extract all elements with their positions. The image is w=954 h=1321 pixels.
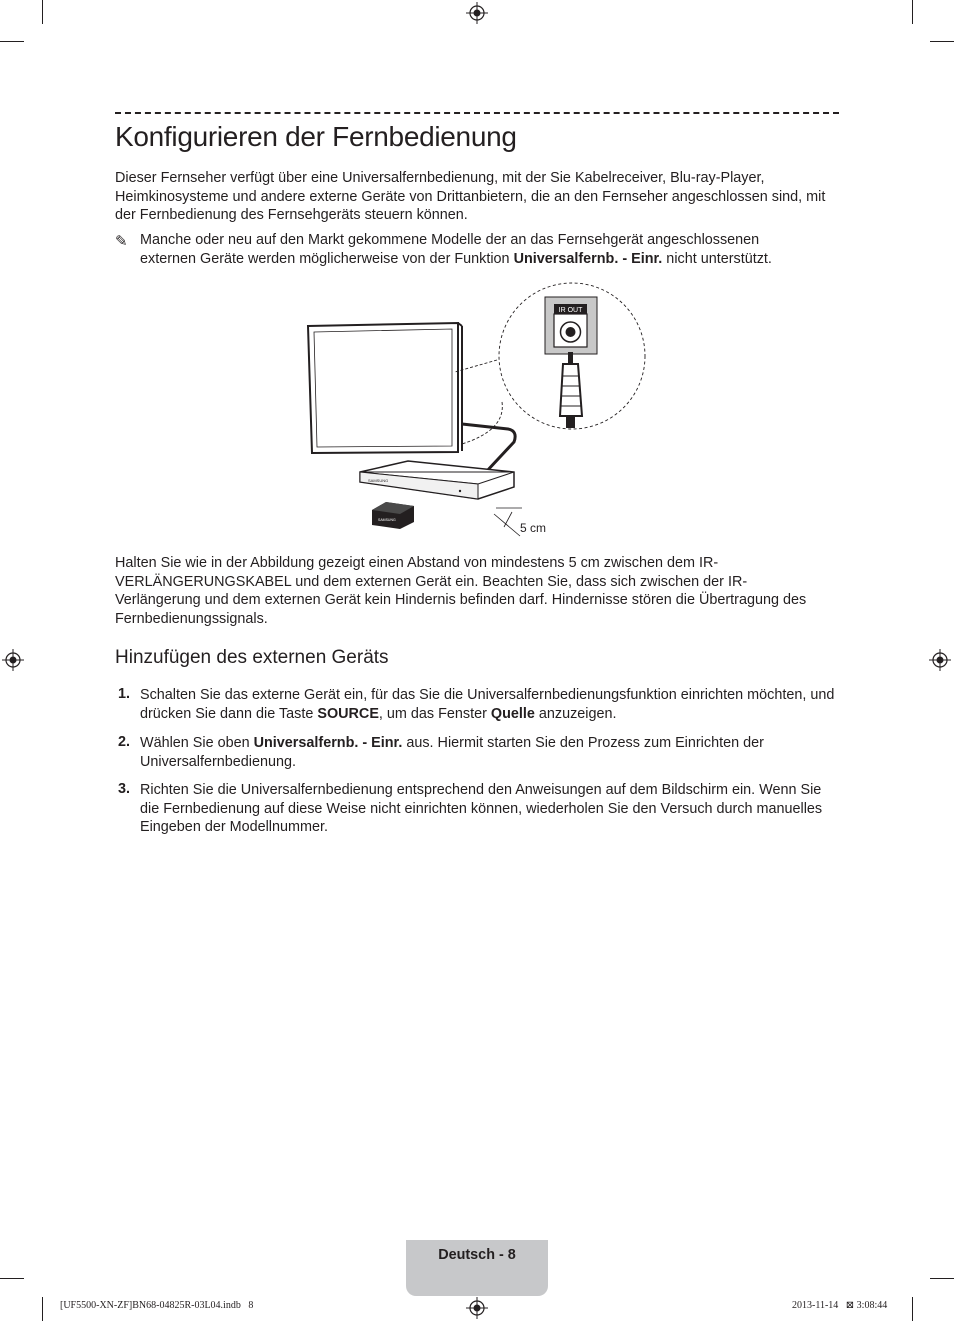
ir-cable-plug-illustration bbox=[560, 352, 582, 428]
step-2-part: Wählen Sie oben bbox=[140, 735, 254, 751]
step-number: 2. bbox=[118, 734, 131, 750]
crop-mark bbox=[0, 41, 24, 42]
note-pencil-icon: ✎ bbox=[115, 233, 128, 250]
step-number: 3. bbox=[118, 781, 131, 797]
note-function-name: Universalfernb. - Einr. bbox=[513, 250, 663, 267]
section-divider bbox=[115, 112, 839, 114]
registration-mark-icon bbox=[466, 1297, 488, 1319]
device-brand-label: SAMSUNG bbox=[368, 478, 389, 483]
registration-mark-icon bbox=[929, 649, 951, 671]
step-1-text bbox=[140, 686, 840, 723]
crop-mark bbox=[912, 1297, 913, 1321]
source-key: SOURCE bbox=[317, 705, 379, 722]
note-paragraph bbox=[140, 231, 840, 268]
step-1-part: , um das Fenster bbox=[378, 705, 491, 722]
crop-mark bbox=[930, 41, 954, 42]
note-line-2-text: externen Geräte werden möglicherweise von der Funktion bbox=[140, 250, 514, 267]
crop-mark bbox=[42, 0, 43, 24]
registration-mark-icon bbox=[466, 2, 488, 24]
print-slug-right: 2013-11-14 ⊠ 3:08:44 bbox=[792, 1300, 888, 1311]
distance-label: 5 cm bbox=[520, 521, 547, 535]
source-window-name: Quelle bbox=[490, 705, 535, 722]
page-title: Konfigurieren der Fernbedienung bbox=[115, 121, 517, 152]
distance-paragraph: Halten Sie wie in der Abbildung gezeigt einen Abstand von mindestens 5 cm zwischen dem IR-VERLÄNGERUNGSKABEL und dem externen Gerät ein. Beachten Sie, dass sich zwischen der IR-Verlängerung und dem externen Gerät kein Hindernis befinden darf. Hindernisse stören die Übertragung des Fernbedienungssignals. bbox=[115, 555, 807, 628]
step-1-part: Schalten Sie das externe Gerät ein, für das Sie die Universalfernbedienungsfunktion einrichten möchten, und drücken Sie dann die Taste bbox=[140, 687, 835, 722]
distance-marker bbox=[494, 508, 546, 536]
function-name: Universalfernb. - Einr. bbox=[253, 735, 403, 751]
print-slug-left: [UF5500-XN-ZF]BN68-04825R-03L04.indb 8 bbox=[60, 1300, 254, 1311]
intro-paragraph: Dieser Fernseher verfügt über eine Universalfernbedienung, mit der Sie Kabelreceiver, Blu-ray-Player, Heimkinosysteme und andere externe Geräte von Drittanbietern, die an den Fernseher angeschlossen sind, mit der Fernbedienung des Fernsehgeräts steuern können. bbox=[115, 170, 826, 224]
ir-extender-diagram bbox=[290, 276, 670, 540]
crop-mark bbox=[42, 1297, 43, 1321]
step-3-text bbox=[140, 781, 840, 837]
page-number: Deutsch - 8 bbox=[438, 1247, 516, 1263]
step-number: 1. bbox=[118, 686, 131, 702]
step-2-text bbox=[140, 734, 810, 771]
note-line-1: Manche oder neu auf den Markt gekommene Modelle der an das Fernsehgerät angeschlossenen bbox=[140, 232, 760, 248]
note-line-2-end: nicht unterstützt. bbox=[662, 250, 772, 267]
section-heading: Hinzufügen des externen Geräts bbox=[115, 647, 389, 668]
ir-blaster-brand-label: SAMSUNG bbox=[378, 518, 396, 522]
step-3-part: Richten Sie die Universalfernbedienung entsprechend den Anweisungen auf dem Bildschirm ein. Wenn Sie die Fernbedienung auf diese Weise nicht einrichten können, wiederholen Sie den Versuch durch manuelles Eingeben der Modellnummer. bbox=[140, 782, 823, 836]
crop-mark bbox=[0, 1278, 24, 1279]
ir-blaster-illustration bbox=[372, 502, 414, 529]
port-label: IR OUT bbox=[558, 307, 583, 314]
tv-illustration bbox=[308, 323, 462, 453]
ir-out-port-illustration bbox=[545, 297, 597, 354]
crop-mark bbox=[930, 1278, 954, 1279]
step-1-part: anzuzeigen. bbox=[534, 705, 617, 722]
step-2-part: aus. Hiermit starten Sie den Prozess zum Einrichten der Universalfernbedienung. bbox=[140, 735, 764, 770]
crop-mark bbox=[912, 0, 913, 24]
registration-mark-icon bbox=[2, 649, 24, 671]
